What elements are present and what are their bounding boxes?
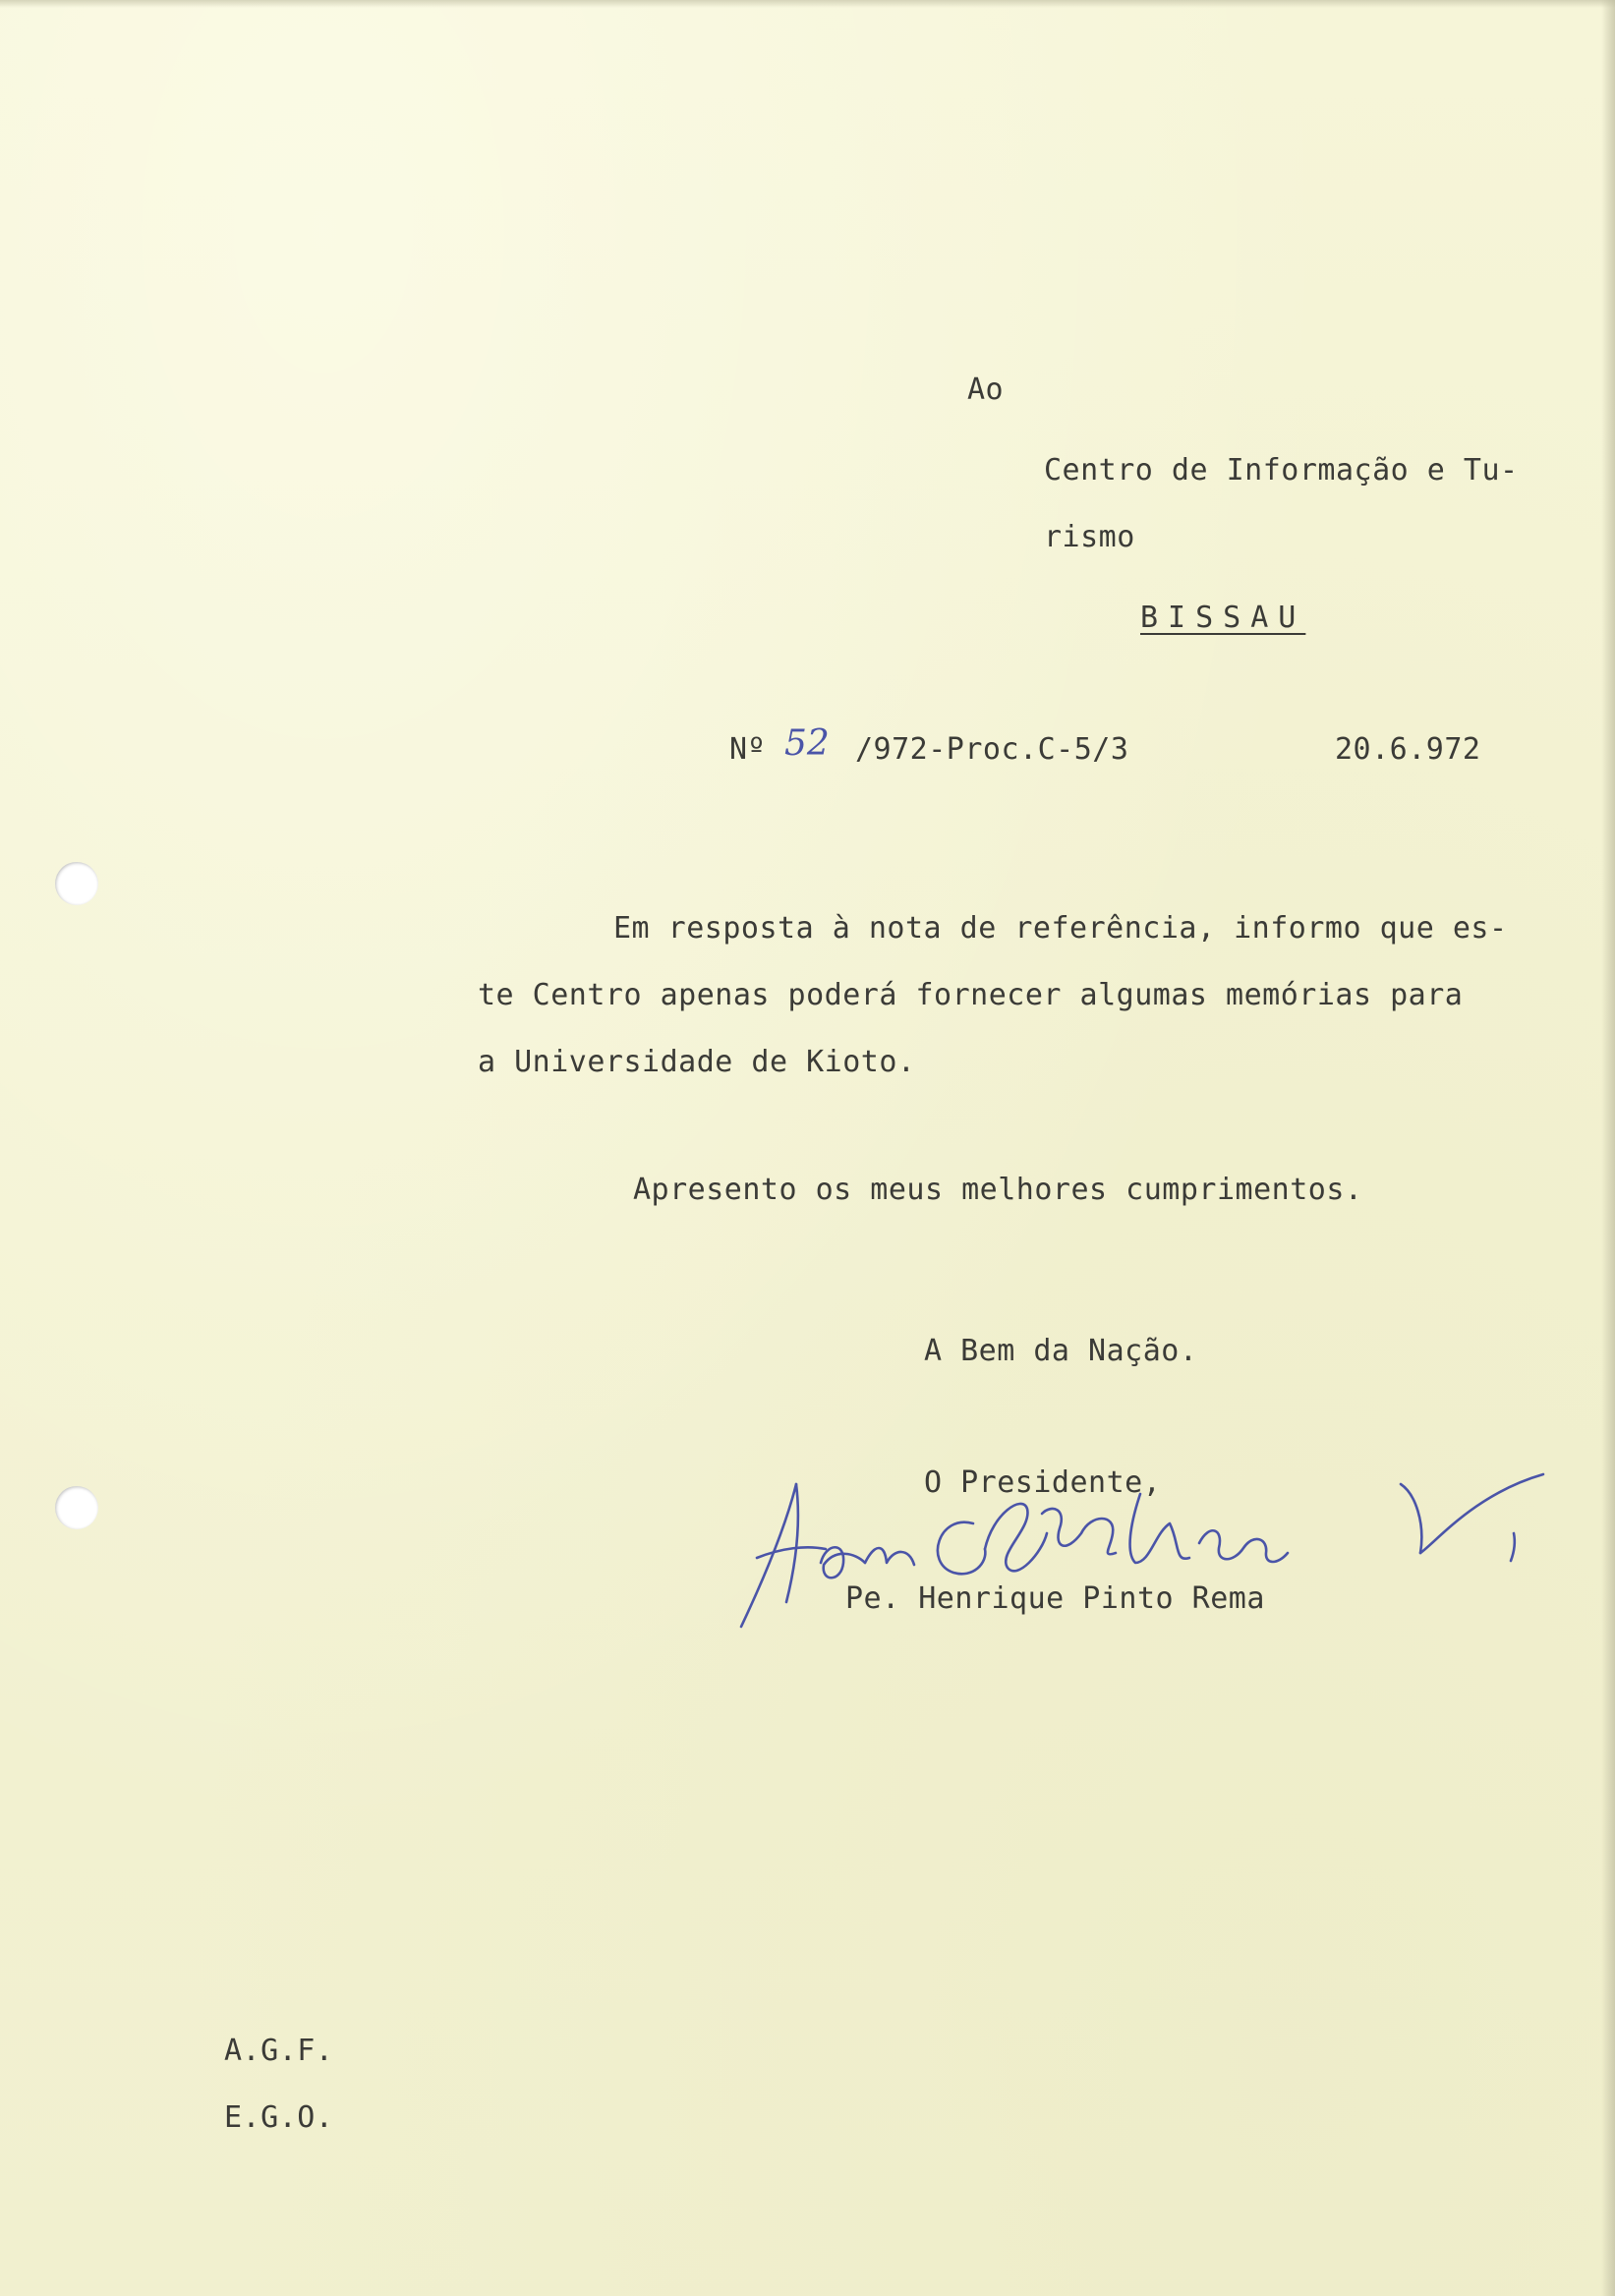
reference-prefix: Nº [729,732,767,767]
punch-hole-upper [55,862,98,905]
body-paragraph-1-line-3: a Universidade de Kioto. [478,1045,916,1079]
closing-signatory: Pe. Henrique Pinto Rema [845,1581,1265,1616]
addressee-city: BISSAU [1140,601,1306,635]
punch-hole-lower [55,1486,98,1529]
reference-date: 20.6.972 [1335,732,1481,767]
body-paragraph-2: Apresento os meus melhores cumprimentos. [633,1173,1363,1207]
addressee-line-1: Centro de Informação e Tu- [1044,453,1519,488]
reference-handwritten-number: 52 [784,723,830,764]
paper-right-edge [1601,0,1615,2296]
reference-suffix: /972-Proc.C-5/3 [855,732,1129,767]
addressee-line-2: rismo [1044,520,1135,554]
closing-salutation: A Bem da Nação. [924,1334,1198,1368]
paper-top-edge [0,0,1615,8]
closing-role: O Presidente, [924,1465,1162,1500]
body-paragraph-1-line-1: Em resposta à nota de referência, informo que es- [613,911,1508,946]
handwritten-signature [727,1455,1573,1651]
body-paragraph-1-line-2: te Centro apenas poderá fornecer algumas memórias para [478,978,1464,1012]
addressee-prefix: Ao [967,373,1005,407]
initials-line-1: A.G.F. [224,2034,334,2068]
initials-line-2: E.G.O. [224,2100,334,2135]
